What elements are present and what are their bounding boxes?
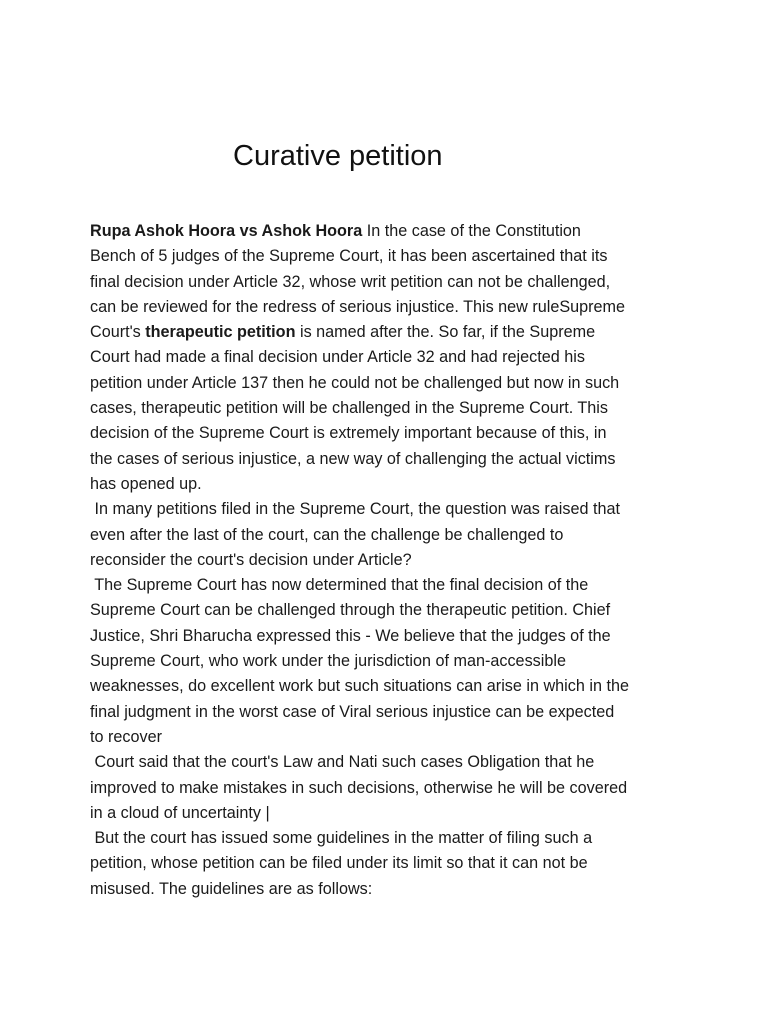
text-line	[90, 320, 690, 345]
text-line: even after the last of the court, can the challenge be challenged to	[90, 525, 564, 544]
text-line: to recover	[90, 727, 162, 746]
text-line: weaknesses, do excellent work but such situations can arise in which in the	[90, 677, 629, 696]
text-line: has opened up.	[90, 474, 202, 493]
text-line: reconsider the court's decision under Article?	[90, 550, 412, 569]
text-line: final judgment in the worst case of Viral serious injustice can be expected	[90, 702, 615, 721]
bold-term: therapeutic petition	[145, 323, 296, 342]
text-line: In many petitions filed in the Supreme Court, the question was raised that	[90, 500, 620, 519]
page-title: Curative petition	[233, 140, 443, 172]
text-line: petition, whose petition can be filed under its limit so that it can not be	[90, 854, 588, 873]
paragraph-guidelines	[90, 826, 690, 902]
text-line: improved to make mistakes in such decisions, otherwise he will be covered	[90, 778, 628, 797]
text-line: petition under Article 137 then he could not be challenged but now in such	[90, 373, 620, 392]
case-name: Rupa Ashok Hoora vs Ashok Hoora	[90, 222, 363, 240]
document-body	[90, 219, 690, 902]
text-line: Court had made a final decision under Article 32 and had rejected his	[90, 348, 585, 367]
text-span: In the case of the Constitution	[362, 222, 581, 240]
text-line: can be reviewed for the redress of serious injustice. This new ruleSupreme	[90, 297, 626, 316]
text-line: The Supreme Court has now determined that the final decision of the	[90, 576, 589, 595]
text-line: misused. The guidelines are as follows:	[90, 879, 373, 898]
text-line: Court said that the court's Law and Nati such cases Obligation that he	[90, 753, 595, 772]
text-line: cases, therapeutic petition will be challenged in the Supreme Court. This	[90, 399, 608, 418]
paragraph-obligation	[90, 750, 690, 826]
text-line: Justice, Shri Bharucha expressed this - We believe that the judges of the	[90, 626, 611, 645]
intro-paragraph	[90, 219, 690, 497]
text-line: in a cloud of uncertainty |	[90, 803, 270, 822]
text-span: Court's	[90, 323, 146, 342]
text-line: the cases of serious injustice, a new way of challenging the actual victims	[90, 449, 616, 468]
paragraph-question	[90, 497, 690, 573]
text-line: Supreme Court, who work under the jurisdiction of man-accessible	[90, 652, 566, 671]
paragraph-determination	[90, 573, 690, 750]
text-line: decision of the Supreme Court is extremely important because of this, in	[90, 424, 607, 443]
text-span: is named after the. So far, if the Supreme	[295, 323, 596, 342]
text-line: final decision under Article 32, whose writ petition can not be challenged,	[90, 272, 611, 291]
text-line: Bench of 5 judges of the Supreme Court, it has been ascertained that its	[90, 247, 608, 266]
text-line: But the court has issued some guidelines in the matter of filing such a	[90, 829, 593, 848]
text-line: Supreme Court can be challenged through the therapeutic petition. Chief	[90, 601, 611, 620]
text-line	[90, 219, 690, 244]
